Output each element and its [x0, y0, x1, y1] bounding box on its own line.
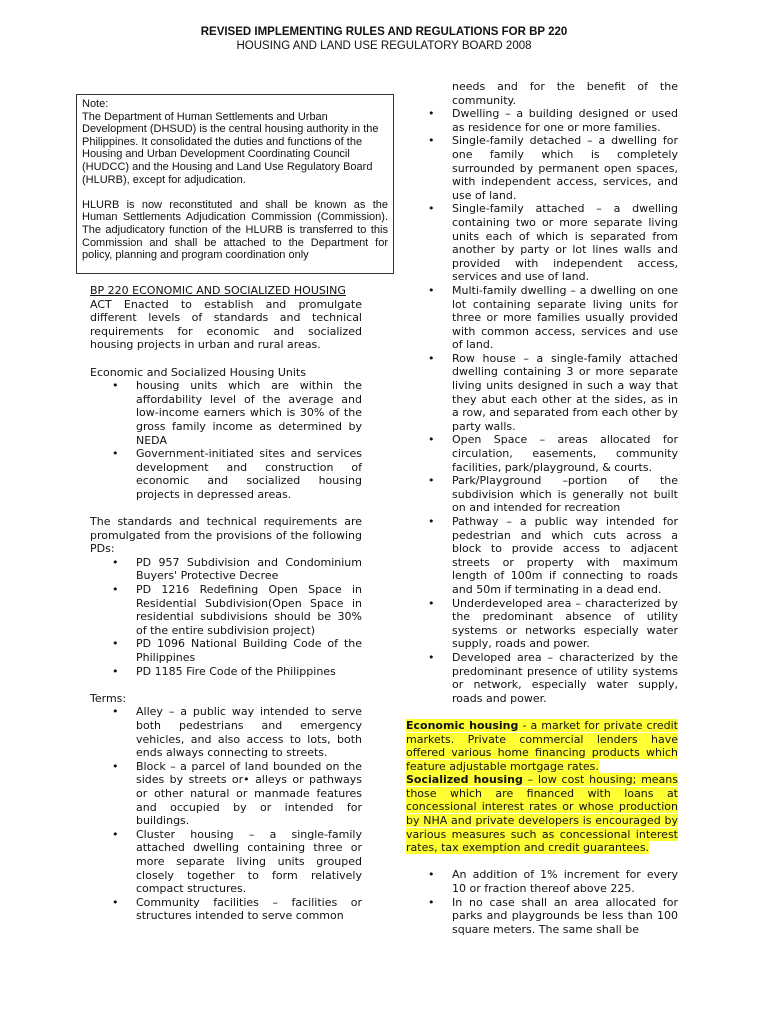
list-item: • Dwelling – a building designed or used as residence for one or more families. [406, 107, 678, 134]
economic-housing-definition: Economic housing - a market for private credit markets. Private commercial lenders have offered various home financing products which feature adjustable mortgage rates. [406, 718, 678, 773]
terms-title: Terms: [90, 691, 127, 705]
economic-housing-term: Economic housing [406, 718, 519, 732]
pd-list [90, 556, 362, 678]
list-item: • housing units which are within the affordability level of the average and low-income earners which is 30% of the gross family income as determined by NEDA [90, 379, 362, 447]
econ-units-list [90, 379, 362, 501]
list-item: • An addition of 1% increment for every 10 or fraction thereof above 225. [406, 868, 678, 895]
terms-list [90, 705, 362, 923]
list-item: • PD 957 Subdivision and Condominium Buyers' Protective Decree [90, 556, 362, 583]
list-item: • Alley – a public way intended to serve both pedestrians and emergency vehicles, and also access to lots, both ends always connecting to streets. [90, 705, 362, 759]
document-subtitle: HOUSING AND LAND USE REGULATORY BOARD 2008 [236, 40, 532, 52]
list-item: • Government-initiated sites and services development and construction of economic and socialized housing projects in depressed areas. [90, 447, 362, 501]
list-item: • Park/Playground –portion of the subdivision which is generally not built on and intended for recreation [406, 474, 678, 515]
list-item: • In no case shall an area allocated for parks and playgrounds be less than 100 square meters. The same shall be [406, 896, 678, 937]
list-item: • Row house – a single-family attached dwelling containing 3 or more separate living units designed in such a way that they abut each other at the sides, as in a row, and separated from each other by party walls. [406, 352, 678, 434]
note-paragraph-1: The Department of Human Settlements and Urban Development (DHSUD) is the central housing authority in the Philippines. It consolidated the duties and functions of the Housing and Urban Development Coordinating Council (HUDCC) and the Housing and Land Use Regulatory Board (HLURB), except for adjudication. [82, 110, 379, 186]
list-item: • Open Space – areas allocated for circulation, easements, community facilities, park/playground, & courts. [406, 433, 678, 474]
socialized-housing-term: Socialized housing [406, 773, 523, 787]
list-item: • Underdeveloped area – characterized by the predominant absence of utility systems or networks especially water supply, roads and power. [406, 597, 678, 651]
intro-paragraph: ACT Enacted to establish and promulgate different levels of standards and technical requirements for economic and socialized housing projects in urban and rural areas. [90, 297, 362, 352]
list-item: • Developed area – characterized by the predominant presence of utility systems or network, especially water supply, roads and power. [406, 651, 678, 705]
list-item: • PD 1216 Redefining Open Space in Residential Subdivision(Open Space in residential subdivisions should be 30% of the entire subdivision project) [90, 583, 362, 637]
econ-units-title: Economic and Socialized Housing Units [90, 365, 306, 379]
section-heading: BP 220 ECONOMIC AND SOCIALIZED HOUSING [90, 284, 346, 297]
note-spacer [82, 186, 388, 199]
right-column [406, 80, 678, 936]
continuation-text: needs and for the benefit of the community. [452, 80, 678, 107]
standards-intro: The standards and technical requirements are promulgated from the provisions of the following PDs: [90, 515, 362, 556]
requirements-list [406, 868, 678, 936]
list-item: • Single-family detached – a dwelling for one family which is completely surrounded by permanent open spaces, with independent access, services, and use of land. [406, 134, 678, 202]
list-item: • Single-family attached – a dwelling containing two or more separate living units each of which is separated from another by party or lot lines walls and provided with independent access, services and use of land. [406, 202, 678, 284]
list-item: • Pathway – a public way intended for pedestrian and which cuts across a block to provide access to adjacent streets or property with maximum length of 100m if connecting to roads and 50m if terminating in a dead end. [406, 515, 678, 597]
list-item: • PD 1096 National Building Code of the Philippines [90, 637, 362, 664]
terms-list-continued [406, 107, 678, 705]
list-item: • Cluster housing – a single-family attached dwelling containing three or more separate living units grouped closely together to form relatively compact structures. [90, 828, 362, 896]
note-paragraph-2: HLURB is now reconstituted and shall be known as the Human Settlements Adjudication Commission (Commission). The adjudicatory function of the HLURB is transferred to this Commission and shall be attached to the Department for policy, planning and program coordination only [82, 198, 388, 262]
document-title: REVISED IMPLEMENTING RULES AND REGULATIONS FOR BP 220 [200, 26, 568, 38]
list-item: • Block – a parcel of land bounded on the sides by streets or• alleys or pathways or other natural or manmade features and occupied by or intended for buildings. [90, 760, 362, 828]
note-box [76, 94, 394, 274]
socialized-housing-definition: Socialized housing – low cost housing; means those which are financed with loans at concessional interest rates or whose production by NHA and private developers is encouraged by various measures such as concessional interest rates, tax exemption and credit guarantees. [406, 773, 679, 855]
list-item: • Community facilities – facilities or structures intended to serve common [90, 896, 362, 923]
left-column [90, 284, 362, 923]
note-label: Note: [82, 98, 109, 110]
list-item: • PD 1185 Fire Code of the Philippines [90, 665, 362, 679]
list-item: • Multi-family dwelling – a dwelling on one lot containing separate living units for three or more families usually provided with common access, services and use of land. [406, 284, 678, 352]
